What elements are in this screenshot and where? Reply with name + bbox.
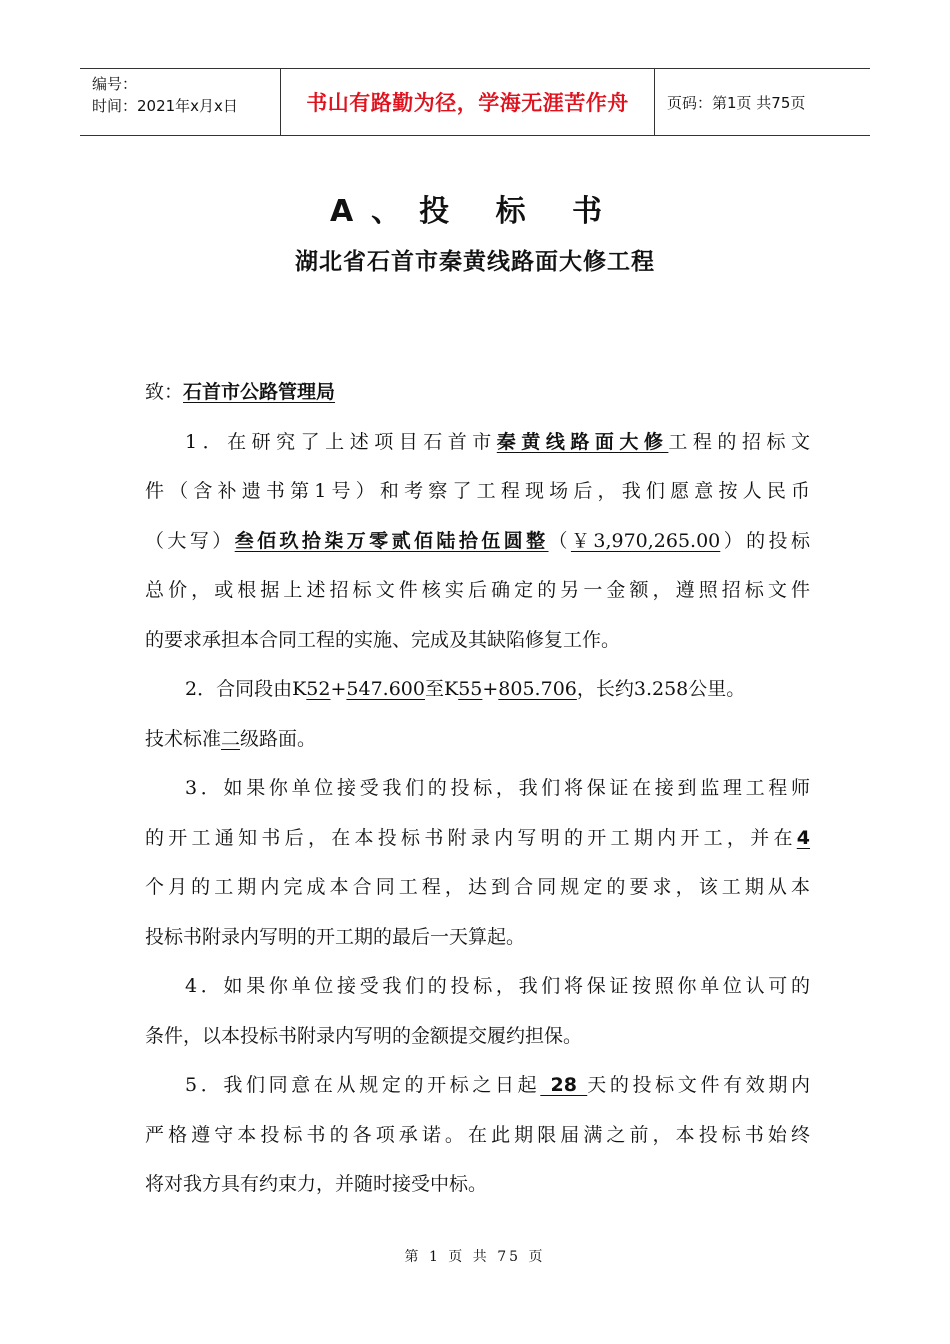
- text-run: 5．我们同意在从规定的开标之日起: [185, 1074, 541, 1096]
- text-run: ）的投标: [720, 529, 810, 552]
- end-km: 55: [458, 678, 483, 700]
- header-motto: 书山有路勤为径，学海无涯苦作舟: [281, 69, 655, 135]
- text-run: 工程的招标文: [668, 430, 810, 453]
- paragraph-5-line: 将对我方具有约束力，并随时接受中标。: [145, 1173, 488, 1195]
- text-run: 至K: [424, 678, 459, 700]
- text-run: +: [482, 678, 499, 700]
- page-header: [80, 68, 870, 136]
- end-meters: 805.706: [498, 678, 577, 700]
- paragraph-5: [145, 1061, 810, 1210]
- page-footer: 第 1 页 共 75 页: [404, 1249, 546, 1265]
- start-meters: 547.600: [346, 678, 425, 700]
- salutation-prefix: 致：: [145, 381, 184, 403]
- paragraph-3-line: [145, 814, 810, 864]
- text-run: 2．合同段由K: [185, 678, 307, 700]
- text-run: （大写）: [145, 529, 235, 552]
- paragraph-1: [145, 418, 810, 666]
- header-meta: [80, 69, 281, 135]
- paragraph-3-line: 3．如果你单位接受我们的投标，我们将保证在接到监理工程师: [185, 777, 810, 799]
- paragraph-4-line: 4．如果你单位接受我们的投标，我们将保证按照你单位认可的: [185, 975, 810, 997]
- salutation: [145, 368, 810, 418]
- paragraph-4-line: 条件，以本投标书附录内写明的金额提交履约担保。: [145, 1024, 583, 1047]
- paragraph-3: [145, 764, 810, 962]
- header-page-info: 页码：第1页 共75页: [667, 93, 806, 112]
- paragraph-2: [145, 665, 810, 764]
- text-run: 的开工通知书后，在本投标书附录内写明的开工期内开工，并在: [145, 826, 797, 849]
- paragraph-4: [145, 962, 810, 1061]
- document-number-label: 编号：: [92, 75, 138, 93]
- paragraph-1-line: [145, 418, 810, 468]
- project-name: 湖北省石首市秦黄线路面大修工程: [295, 249, 655, 275]
- recipient: 石首市公路管理局: [183, 381, 336, 403]
- start-km: 52: [306, 678, 331, 700]
- paragraph-2-line: [145, 665, 810, 715]
- road-grade: 二: [221, 727, 241, 750]
- paragraph-1-line: 的要求承担本合同工程的实施、完成及其缺陷修复工作。: [145, 628, 621, 651]
- amount-in-words: 叁佰玖拾柒万零贰佰陆拾伍圆整: [234, 529, 549, 552]
- amount-in-figures: ￥3,970,265.00: [570, 529, 721, 552]
- duration-months: 4: [796, 826, 810, 849]
- paragraph-1-line: 件（含补遗书第1号）和考察了工程现场后，我们愿意按人民币: [145, 480, 810, 502]
- paragraph-2-line: [145, 715, 810, 765]
- paragraph-3-line: 投标书附录内写明的开工期的最后一天算起。: [145, 925, 526, 948]
- text-run: 天的投标文件有效期内: [587, 1074, 810, 1096]
- text-run: （: [548, 529, 571, 552]
- text-run: +: [330, 678, 347, 700]
- text-run: 级路面。: [240, 727, 317, 750]
- text-run: ，长约3.258公里。: [576, 678, 746, 700]
- project-highlight: 秦黄线路面大修: [496, 430, 669, 453]
- letter-body: [145, 368, 810, 1210]
- document-date: 时间：2021年x月x日: [92, 97, 238, 115]
- paragraph-1-line: [145, 517, 810, 567]
- paragraph-5-line: 严格遵守本投标书的各项承诺。在此期限届满之前，本投标书始终: [145, 1123, 810, 1146]
- paragraph-3-line: 个月的工期内完成本合同工程，达到合同规定的要求，该工期从本: [145, 876, 810, 898]
- text-run: 1．在研究了上述项目石首市: [185, 430, 497, 453]
- document-title: A、投 标 书: [329, 194, 621, 229]
- paragraph-5-line: [145, 1061, 810, 1111]
- paragraph-1-line: 总价，或根据上述招标文件核实后确定的另一金额，遵照招标文件: [145, 579, 810, 601]
- validity-days: 28: [540, 1074, 588, 1096]
- text-run: 技术标准: [145, 727, 222, 750]
